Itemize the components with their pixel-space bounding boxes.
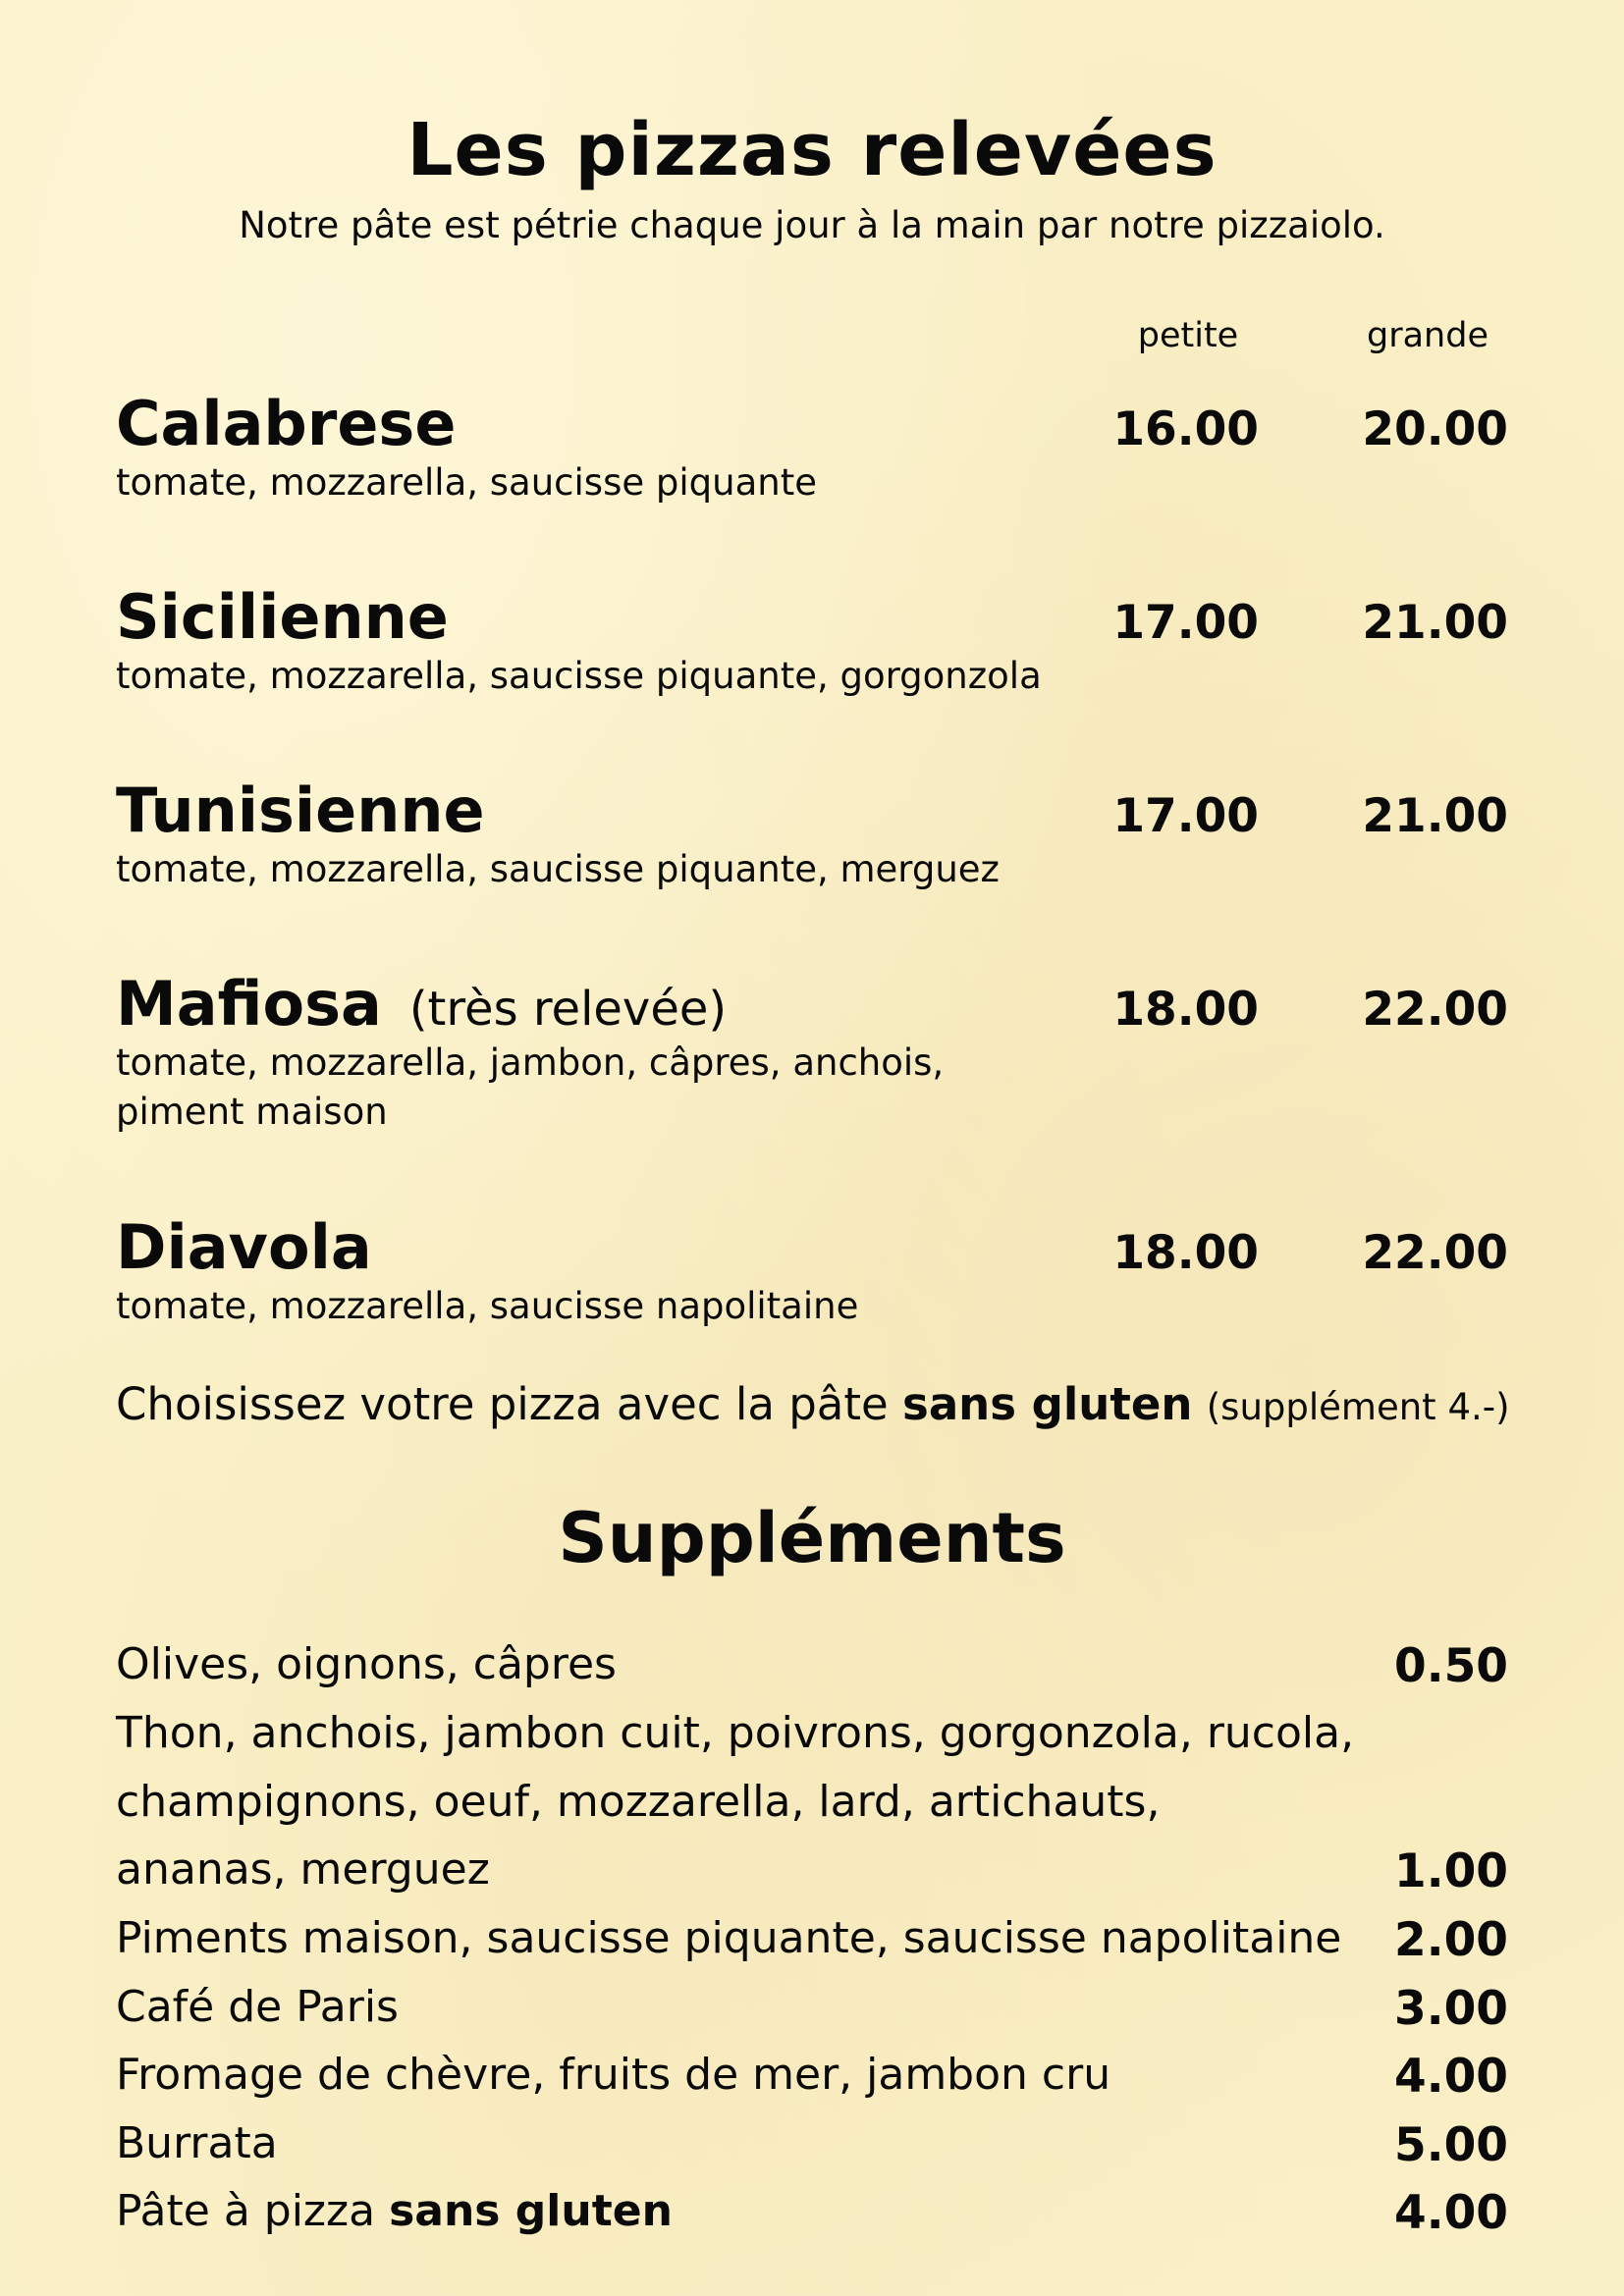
supplement-label-bold: sans gluten bbox=[389, 2186, 673, 2236]
supplement-label-text: Pâte à pizza bbox=[116, 2186, 390, 2236]
pizza-description: tomate, mozzarella, saucisse napolitaine bbox=[116, 1285, 859, 1327]
supplements-title: Suppléments bbox=[558, 1498, 1066, 1578]
supplement-label: Thon, anchois, jambon cuit, poivrons, gorgonzola, rucola, bbox=[116, 1708, 1355, 1758]
supplement-label: champignons, oeuf, mozzarella, lard, artichauts, bbox=[116, 1777, 1161, 1827]
pizza-description: tomate, mozzarella, saucisse piquante, merguez bbox=[116, 848, 1000, 890]
page-title: Les pizzas relevées bbox=[406, 108, 1218, 192]
price-grande: 22.00 bbox=[1362, 983, 1508, 1037]
supplement-label: Burrata bbox=[116, 2118, 278, 2168]
pizza-name: Calabrese bbox=[116, 388, 457, 459]
pizza-name-text: Mafiosa bbox=[116, 968, 382, 1040]
price-grande: 20.00 bbox=[1362, 402, 1508, 456]
pizza-description: tomate, mozzarella, saucisse piquante, gorgonzola bbox=[116, 655, 1042, 697]
price-petite: 18.00 bbox=[1112, 983, 1259, 1037]
price-petite: 16.00 bbox=[1112, 402, 1259, 456]
gluten-note-prefix: Choisissez votre pizza avec la pâte bbox=[116, 1378, 889, 1430]
price-grande: 22.00 bbox=[1362, 1226, 1508, 1280]
pizza-name: Diavola bbox=[116, 1211, 372, 1283]
page-subtitle: Notre pâte est pétrie chaque jour à la main par notre pizzaiolo. bbox=[239, 204, 1385, 246]
pizza-name bbox=[116, 968, 727, 1040]
supplement-label: Fromage de chèvre, fruits de mer, jambon cru bbox=[116, 2050, 1111, 2100]
price-grande: 21.00 bbox=[1362, 596, 1508, 650]
supplement-price: 4.00 bbox=[1394, 2186, 1508, 2240]
pizza-description: tomate, mozzarella, saucisse piquante bbox=[116, 461, 817, 504]
price-petite: 17.00 bbox=[1112, 789, 1259, 843]
gluten-note-bold: sans gluten bbox=[902, 1378, 1193, 1430]
supplement-price: 4.00 bbox=[1394, 2050, 1508, 2104]
supplement-price: 5.00 bbox=[1394, 2118, 1508, 2172]
supplement-label bbox=[116, 2186, 673, 2236]
supplement-label: Café de Paris bbox=[116, 1982, 399, 2032]
gluten-free-note bbox=[116, 1378, 1510, 1430]
price-grande: 21.00 bbox=[1362, 789, 1508, 843]
column-header-petite: petite bbox=[1137, 316, 1239, 355]
column-header-grande: grande bbox=[1367, 316, 1489, 355]
supplement-price: 3.00 bbox=[1394, 1982, 1508, 2036]
pizza-description: tomate, mozzarella, jambon, câpres, anchois, bbox=[116, 1041, 945, 1084]
supplement-price: 1.00 bbox=[1394, 1844, 1508, 1898]
pizza-description-line2: piment maison bbox=[116, 1091, 388, 1133]
gluten-note-suffix: (supplément 4.-) bbox=[1206, 1386, 1510, 1428]
supplement-label: ananas, merguez bbox=[116, 1844, 490, 1895]
price-petite: 18.00 bbox=[1112, 1226, 1259, 1280]
supplement-price: 0.50 bbox=[1394, 1639, 1508, 1693]
supplement-label: Piments maison, saucisse piquante, saucisse napolitaine bbox=[116, 1913, 1342, 1963]
pizza-spice-note: (très relevée) bbox=[408, 982, 728, 1037]
supplement-label: Olives, oignons, câpres bbox=[116, 1639, 617, 1689]
price-petite: 17.00 bbox=[1112, 596, 1259, 650]
supplement-price: 2.00 bbox=[1394, 1913, 1508, 1967]
pizza-name: Tunisienne bbox=[116, 774, 485, 846]
pizza-name: Sicilienne bbox=[116, 581, 449, 653]
